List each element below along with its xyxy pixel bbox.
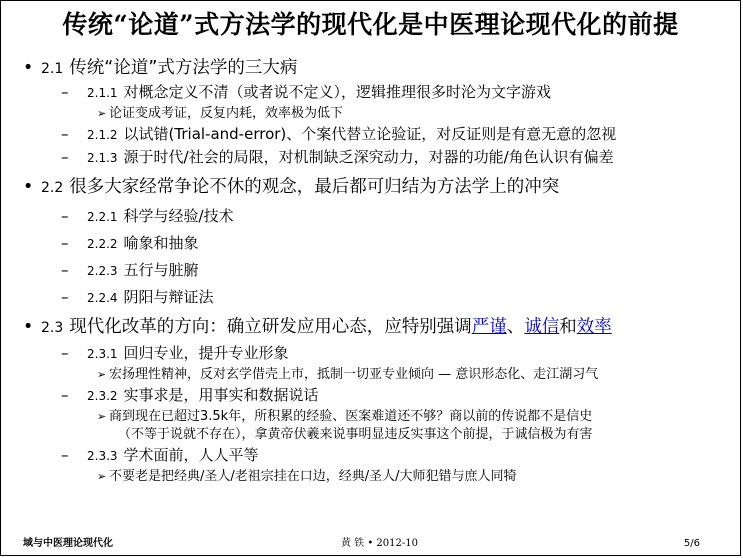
section-number: 2.3 — [41, 320, 64, 336]
item-text: 对概念定义不清（或者说不定义），逻辑推理很多时沦为文字游戏 — [123, 83, 552, 101]
dash-icon: – — [61, 83, 69, 101]
sub-item-text: 宏扬理性精神，反对玄学借壳上市，抵制一切亚专业倾向 — 意识形态化、走江湖习气 — [109, 367, 599, 382]
item-number: 2.3.1 — [87, 347, 118, 361]
item-2-3-3 — [23, 444, 736, 467]
dash-icon: – — [61, 207, 69, 225]
slide-title: 传统“论道”式方法学的现代化是中医理论现代化的前提 — [62, 10, 679, 39]
dash-icon: – — [61, 261, 69, 279]
bullet-icon: • — [23, 58, 34, 78]
footer-left: 域与中医理论现代化 — [23, 538, 113, 549]
item-number: 2.2.4 — [87, 291, 118, 305]
separator: 和 — [559, 317, 577, 337]
bullet-icon: • — [23, 177, 34, 197]
dash-icon: – — [61, 125, 69, 143]
sub-item-text: 论证变成考证，反复内耗，效率极为低下 — [109, 106, 344, 121]
item-2-2-1 — [23, 203, 736, 230]
item-2-3-1 — [23, 342, 736, 365]
arrow-icon: ➢ — [97, 470, 107, 483]
section-2-3 — [23, 315, 736, 340]
dash-icon: – — [61, 148, 69, 166]
link-integrity[interactable]: 诚信 — [524, 317, 560, 337]
item-2-2-4 — [23, 284, 736, 311]
sub-item-text: 不要老是把经典/圣人/老祖宗挂在口边，经典/圣人/大师犯错与庶人同犄 — [109, 469, 517, 484]
separator: 、 — [506, 317, 525, 337]
link-rigor[interactable]: 严谨 — [471, 317, 507, 337]
item-text: 源于时代/社会的局限，对机制缺乏深究动力，对器的功能/角色认识有偏差 — [123, 148, 614, 166]
sub-item — [23, 467, 736, 486]
item-text: 学术面前，人人平等 — [123, 446, 259, 464]
item-2-1-1 — [23, 81, 736, 104]
sub-item — [23, 365, 736, 384]
item-text: 喻象和抽象 — [123, 234, 199, 252]
bullet-icon: • — [23, 317, 34, 337]
section-number: 2.2 — [41, 180, 64, 196]
arrow-icon: ➢ — [97, 107, 107, 120]
item-2-1-2 — [23, 123, 736, 146]
dash-icon: – — [61, 446, 69, 464]
item-text: 科学与经验/技术 — [123, 207, 234, 225]
item-2-1-3 — [23, 146, 736, 169]
item-number: 2.2.3 — [87, 264, 118, 278]
item-text: 以试错(Trial-and-error)、个案代替立论验证，对反证则是有意无意的忽视 — [123, 125, 617, 143]
dash-icon: – — [61, 344, 69, 362]
arrow-icon: ➢ — [97, 410, 107, 423]
sub-item-text: 商到现在已超过3.5k年，所积累的经验、医案难道还不够？商以前的传说都不是信史 — [109, 409, 593, 424]
item-2-2-3 — [23, 257, 736, 284]
section-text: 很多大家经常争论不休的观念，最后都可归结为方法学上的冲突 — [69, 177, 560, 197]
item-text: 实事求是，用事实和数据说话 — [123, 386, 319, 404]
item-number: 2.3.2 — [87, 389, 118, 403]
item-number: 2.3.3 — [87, 449, 118, 463]
page-number: 5/6 — [683, 538, 700, 549]
item-number: 2.1.1 — [87, 86, 118, 100]
sub-item-continuation: （不等于说就不存在），拿黄帝伏羲来说事明显违反实事这个前提，于诚信极为有害 — [118, 427, 593, 442]
section-text: 现代化改革的方向：确立研发应用心态，应特别强调 — [69, 317, 472, 337]
item-number: 2.2.1 — [87, 210, 118, 224]
footer-author-date: 黄 铁 • 2012-10 — [341, 538, 418, 549]
section-2-1 — [23, 56, 736, 81]
item-2-2-2 — [23, 230, 736, 257]
section-2-2 — [23, 175, 736, 200]
dash-icon: – — [61, 288, 69, 306]
sub-item — [23, 407, 736, 426]
item-2-3-2 — [23, 384, 736, 407]
item-text: 阴阳与辩证法 — [123, 288, 214, 306]
dash-icon: – — [61, 234, 69, 252]
item-number: 2.2.2 — [87, 237, 118, 251]
item-number: 2.1.3 — [87, 151, 118, 165]
item-text: 回归专业，提升专业形象 — [123, 344, 289, 362]
link-efficiency[interactable]: 效率 — [576, 317, 612, 337]
arrow-icon: ➢ — [97, 368, 107, 381]
item-text: 五行与脏腑 — [123, 261, 199, 279]
slide-content — [23, 56, 736, 486]
dash-icon: – — [61, 386, 69, 404]
item-number: 2.1.2 — [87, 128, 118, 142]
sub-item — [23, 104, 736, 123]
section-number: 2.1 — [41, 61, 64, 77]
section-text: 传统“论道”式方法学的三大病 — [69, 58, 298, 78]
